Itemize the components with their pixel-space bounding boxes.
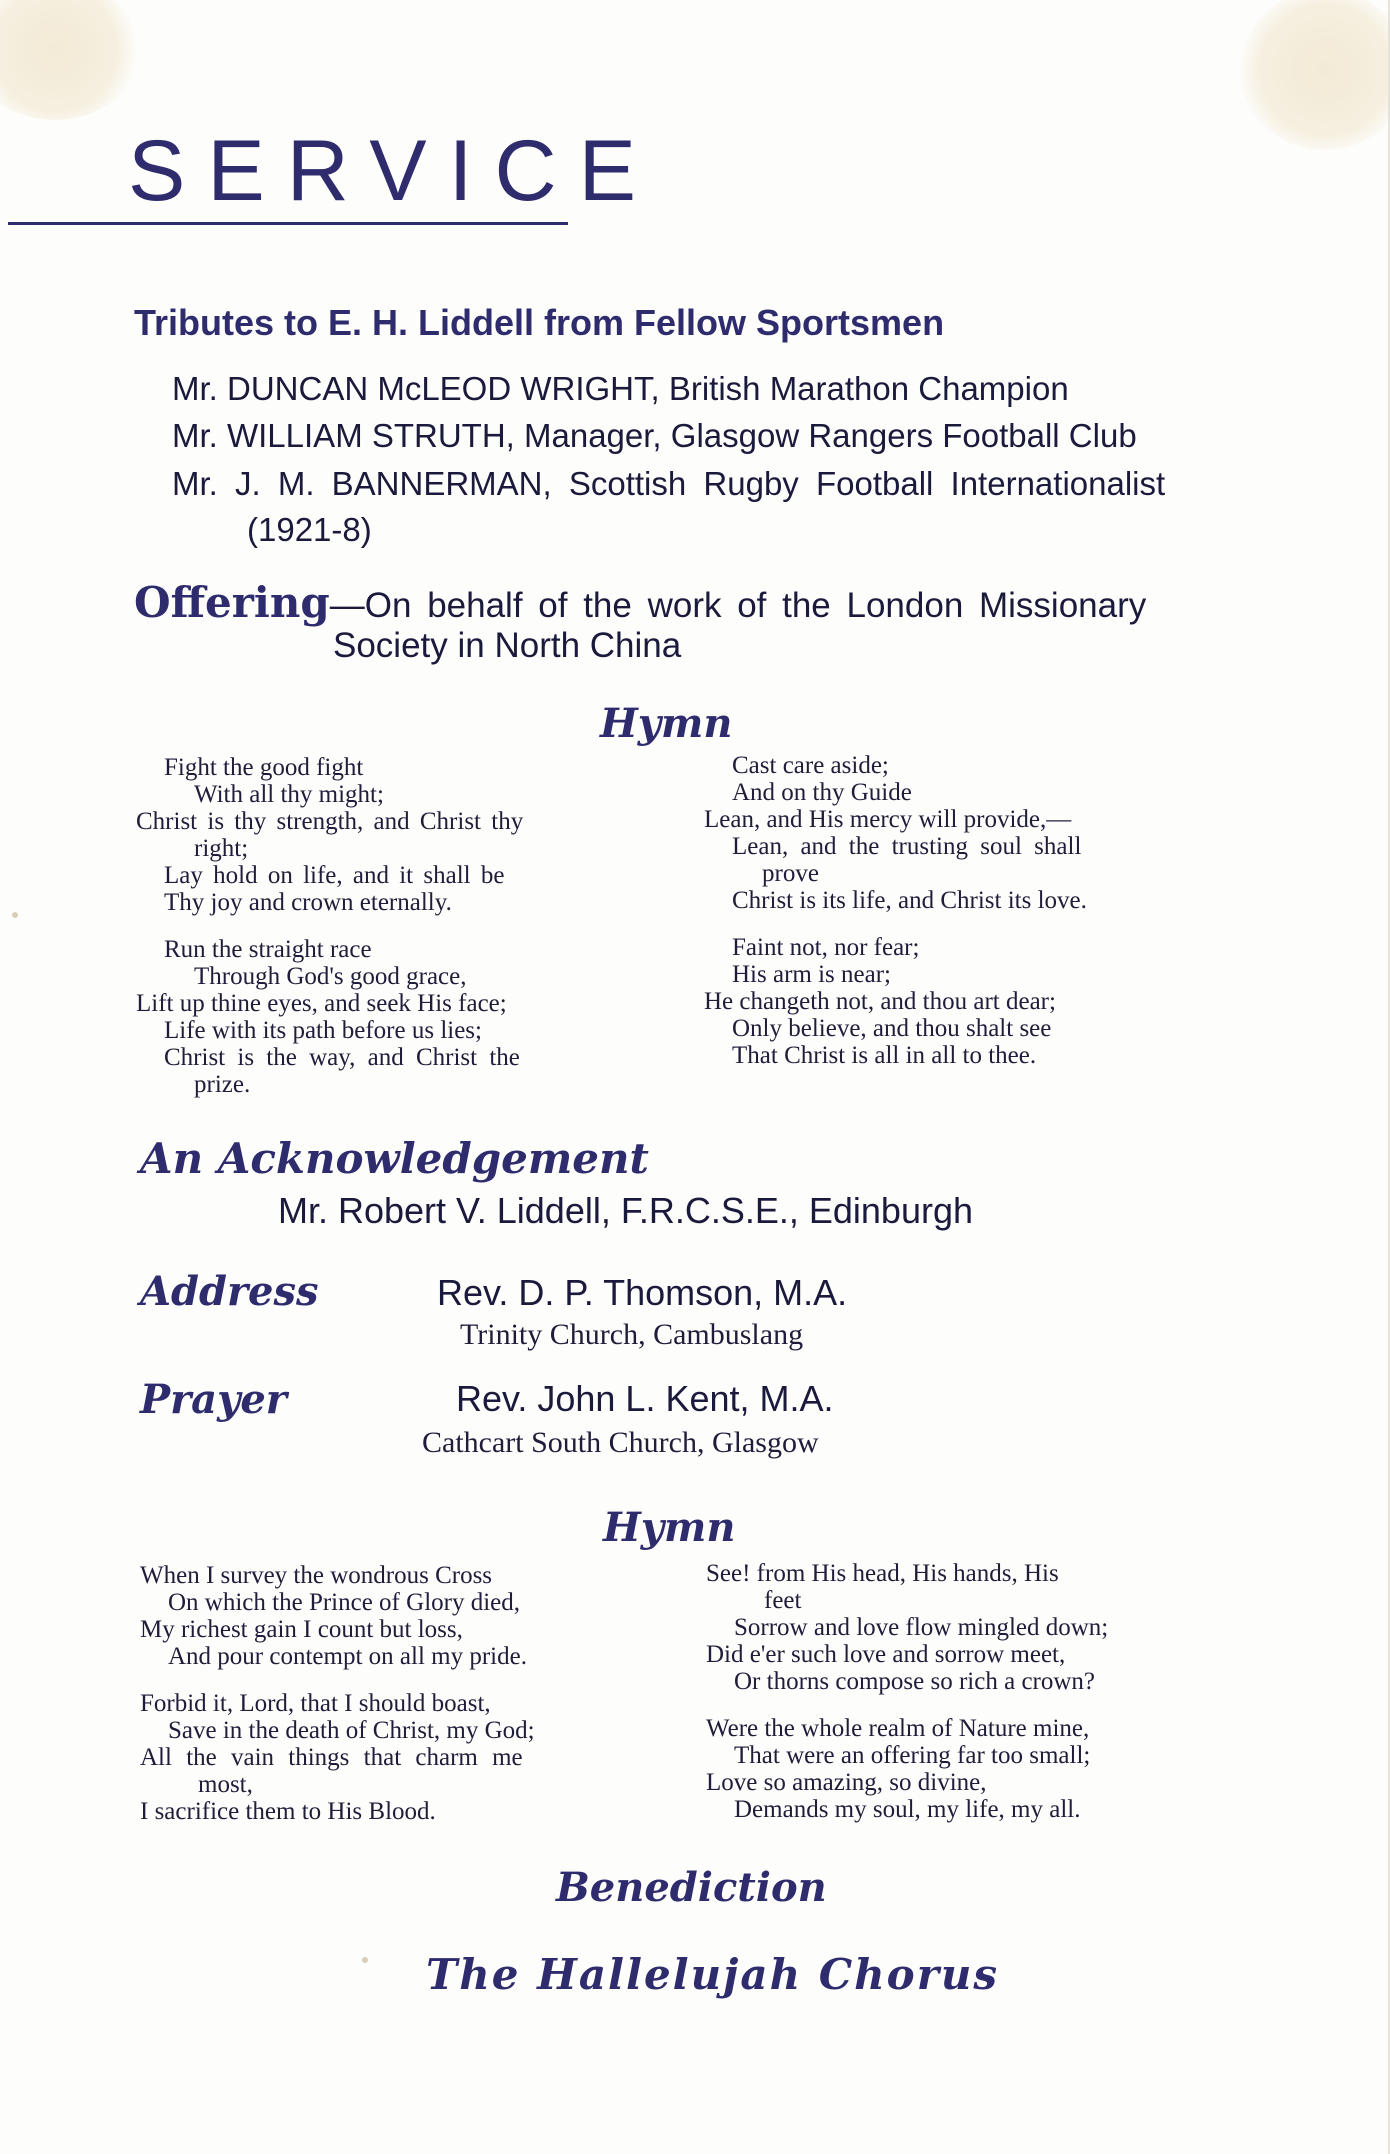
- hymn-line: On which the Prince of Glory died,: [168, 1589, 521, 1616]
- chorus-heading: The Hallelujah Chorus: [426, 1950, 1000, 1999]
- hymn1-stanza-3: [704, 752, 1224, 914]
- hymn-line: My richest gain I count but loss,: [140, 1616, 463, 1643]
- acknowledgement-name: Mr. Robert V. Liddell, F.R.C.S.E., Edinburgh: [278, 1190, 974, 1231]
- address-label: Address: [140, 1268, 319, 1315]
- hymn-line: prove: [762, 860, 819, 887]
- hymn-line: Sorrow and love flow mingled down;: [734, 1614, 1109, 1641]
- offering-label: Offering: [134, 578, 330, 627]
- hymn1-stanza-2: [136, 936, 636, 1098]
- hymn-line: Love so amazing, so divine,: [706, 1769, 987, 1796]
- tribute-line: Mr. WILLIAM STRUTH, Manager, Glasgow Rangers Football Club: [172, 417, 1137, 454]
- hymn-line: That Christ is all in all to thee.: [732, 1042, 1037, 1069]
- hymn1-right-column: [704, 752, 1224, 1089]
- prayer-label: Prayer: [140, 1376, 287, 1423]
- hymn2-right-column: [706, 1560, 1226, 1843]
- offering-row: [134, 578, 1146, 627]
- hymn-line: That were an offering far too small;: [734, 1742, 1091, 1769]
- hymn-line: Christ is the way, and Christ the: [164, 1044, 520, 1071]
- paper-speck: [362, 1957, 368, 1963]
- benediction-heading: Benediction: [556, 1864, 827, 1911]
- hymn-line: And on thy Guide: [732, 779, 912, 806]
- paper-stain: [1240, 0, 1390, 150]
- hymn-line: Christ is its life, and Christ its love.: [732, 887, 1087, 914]
- hymn-line: Through God's good grace,: [194, 963, 467, 990]
- hymn-heading: Hymn: [603, 1504, 736, 1551]
- hymn-line: Life with its path before us lies;: [164, 1017, 482, 1044]
- hymn-line: His arm is near;: [732, 961, 891, 988]
- hymn-line: Christ is thy strength, and Christ thy: [136, 808, 524, 835]
- prayer-church: Cathcart South Church, Glasgow: [422, 1426, 819, 1459]
- hymn-line: Fight the good fight: [164, 754, 364, 781]
- paper-stain: [0, 0, 140, 120]
- hymn-line: And pour contempt on all my pride.: [168, 1643, 527, 1670]
- tribute-line: (1921-8): [247, 511, 372, 548]
- hymn-line: Run the straight race: [164, 936, 372, 963]
- hymn-line: Thy joy and crown eternally.: [164, 889, 452, 916]
- hymn2-stanza-1: [140, 1562, 640, 1670]
- hymn2-stanza-2: [140, 1690, 640, 1825]
- hymn2-stanza-3: [706, 1560, 1226, 1695]
- hymn1-left-column: [136, 754, 636, 1118]
- title-underline: [8, 222, 568, 225]
- offering-text-continued: Society in North China: [333, 626, 682, 665]
- hymn1-stanza-1: [136, 754, 636, 916]
- address-church: Trinity Church, Cambuslang: [460, 1318, 804, 1351]
- hymn-line: I sacrifice them to His Blood.: [140, 1798, 436, 1825]
- address-speaker: Rev. D. P. Thomson, M.A.: [437, 1272, 848, 1313]
- hymn-line: Lay hold on life, and it shall be: [164, 862, 505, 889]
- paper-speck: [12, 912, 18, 918]
- hymn-line: feet: [764, 1587, 802, 1614]
- hymn-line: Lift up thine eyes, and seek His face;: [136, 990, 507, 1017]
- hymn-line: Or thorns compose so rich a crown?: [734, 1668, 1096, 1695]
- hymn-line: When I survey the wondrous Cross: [140, 1562, 493, 1589]
- offering-text: —On behalf of the work of the London Missionary: [329, 586, 1147, 625]
- hymn-line: right;: [194, 835, 249, 862]
- hymn-line: prize.: [194, 1071, 251, 1098]
- tribute-line: Mr. DUNCAN McLEOD WRIGHT, British Marathon Champion: [172, 370, 1069, 407]
- hymn-line: All the vain things that charm me: [140, 1744, 523, 1771]
- tribute-line: Mr. J. M. BANNERMAN, Scottish Rugby Football Internationalist: [172, 465, 1166, 502]
- hymn-line: With all thy might;: [194, 781, 384, 808]
- tributes-heading: Tributes to E. H. Liddell from Fellow Sportsmen: [134, 302, 945, 343]
- hymn2-stanza-4: [706, 1715, 1226, 1823]
- hymn-line: Lean, and His mercy will provide,—: [704, 806, 1072, 833]
- hymn-line: Were the whole realm of Nature mine,: [706, 1715, 1090, 1742]
- hymn-line: See! from His head, His hands, His: [706, 1560, 1059, 1587]
- hymn1-stanza-4: [704, 934, 1224, 1069]
- hymn-line: He changeth not, and thou art dear;: [704, 988, 1056, 1015]
- hymn-line: Faint not, nor fear;: [732, 934, 920, 961]
- hymn-line: Demands my soul, my life, my all.: [734, 1796, 1081, 1823]
- prayer-speaker: Rev. John L. Kent, M.A.: [456, 1378, 834, 1419]
- page-title: SERVICE: [128, 123, 658, 219]
- hymn-line: Only believe, and thou shalt see: [732, 1015, 1052, 1042]
- hymn-line: Forbid it, Lord, that I should boast,: [140, 1690, 491, 1717]
- hymn-line: most,: [198, 1771, 253, 1798]
- hymn-line: Did e'er such love and sorrow meet,: [706, 1641, 1066, 1668]
- hymn-line: Save in the death of Christ, my God;: [168, 1717, 535, 1744]
- hymn-line: Cast care aside;: [732, 752, 889, 779]
- acknowledgement-heading: An Acknowledgement: [140, 1134, 649, 1183]
- hymn2-left-column: [140, 1562, 640, 1845]
- hymn-line: Lean, and the trusting soul shall: [732, 833, 1082, 860]
- hymn-heading: Hymn: [600, 700, 733, 747]
